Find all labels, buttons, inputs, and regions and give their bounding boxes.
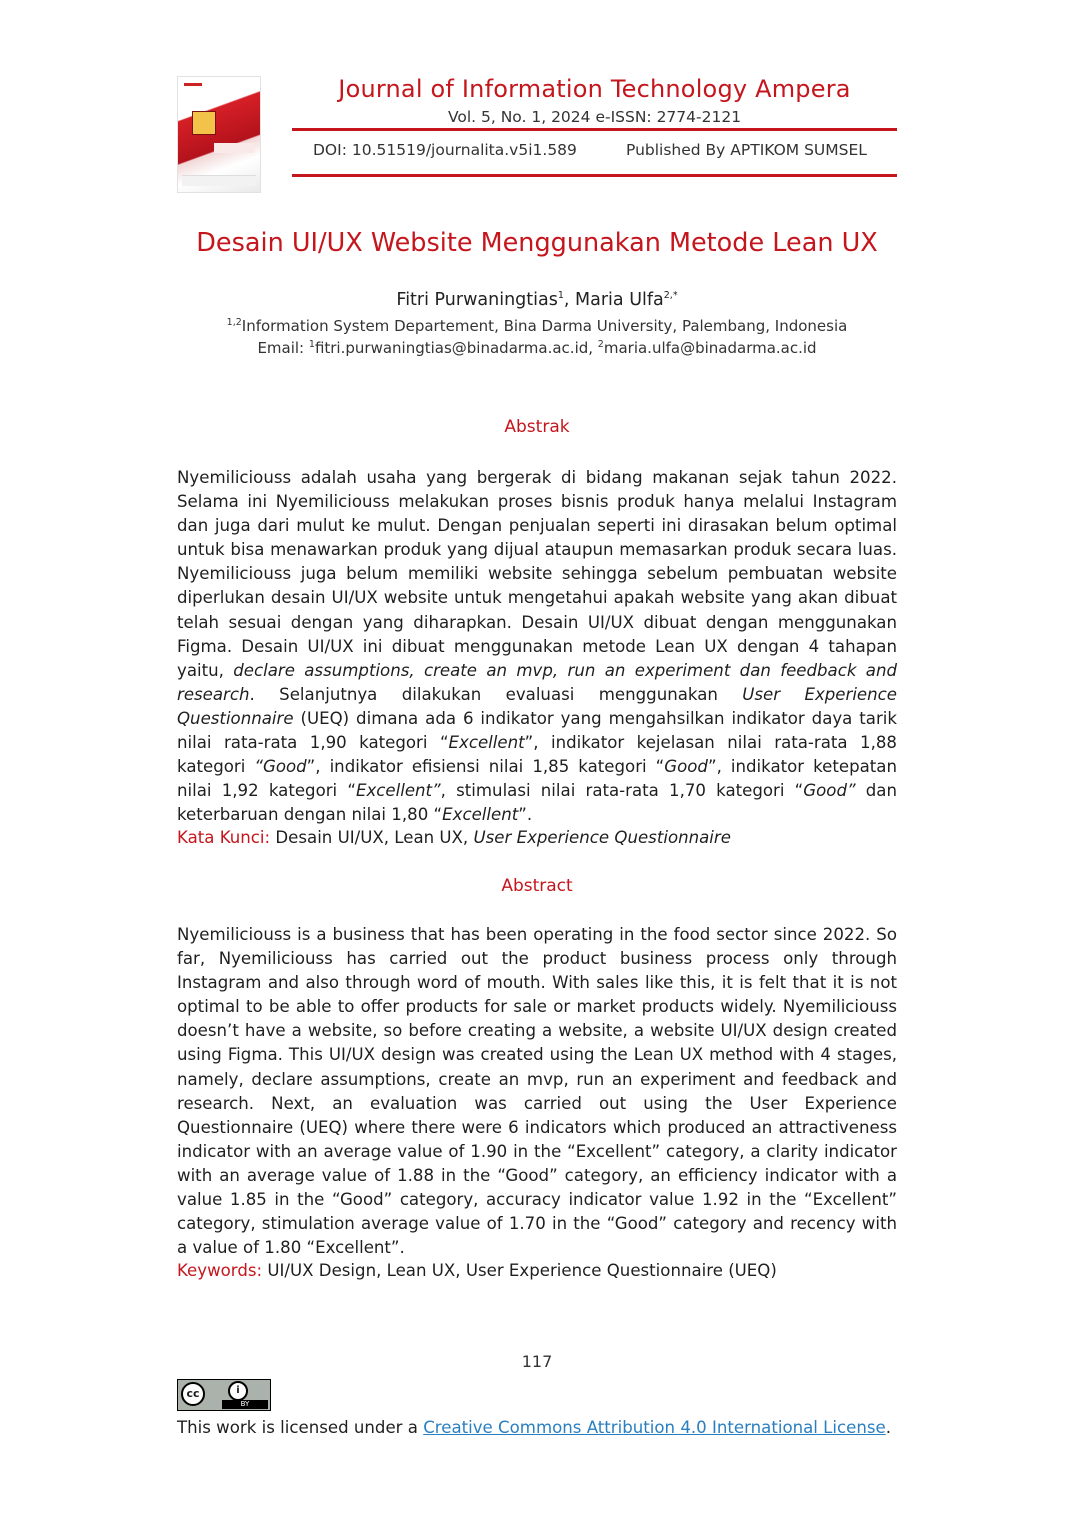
abstrak-text-3: (UEQ) dimana ada 6 indikator yang mengahsilkan indikator daya tarik nilai rata-rata 1,90 kategori “ bbox=[177, 708, 897, 753]
keywords-line bbox=[177, 1261, 897, 1280]
kata-kunci-label: Kata Kunci: bbox=[177, 828, 271, 847]
page-number: 117 bbox=[521, 1352, 553, 1371]
affiliation-sup: 1,2 bbox=[226, 317, 242, 328]
abstrak-italic-3: Excellent bbox=[448, 733, 525, 753]
email-line bbox=[177, 339, 897, 357]
abstrak-italic-4: “Good bbox=[254, 757, 307, 777]
abstrak-text-8: dan keterbaruan dengan nilai 1,80 “ bbox=[177, 781, 897, 825]
doi-text: DOI: 10.51519/journalita.v5i1.589 bbox=[313, 141, 577, 159]
cc-by-license-icon[interactable] bbox=[177, 1379, 271, 1411]
by-label: BY bbox=[222, 1400, 268, 1409]
author-2: Maria Ulfa bbox=[575, 290, 664, 310]
affiliation-text: Information System Departement, Bina Darma University, Palembang, Indonesia bbox=[241, 317, 848, 335]
abstrak-text-2: . Selanjutnya dilakukan evaluasi menggunakan bbox=[249, 684, 743, 704]
abstrak-text-5: ”, indikator efisiensi nilai 1,85 kategori “ bbox=[306, 757, 665, 777]
abstrak-text-4: ”, indikator kejelasan nilai rata-rata 1,88 kategori bbox=[177, 733, 897, 777]
abstrak-text-9: ”. bbox=[518, 805, 533, 825]
header-rule-bottom bbox=[292, 174, 897, 177]
abstrak-paragraph bbox=[177, 466, 897, 827]
cover-building-graphic bbox=[192, 111, 216, 135]
volume-issn-line: Vol. 5, No. 1, 2024 e-ISSN: 2774-2121 bbox=[447, 108, 742, 126]
abstrak-italic-6: Excellent” bbox=[355, 781, 441, 801]
abstrak-text-7: , stimulasi nilai rata-rata 1,70 kategori “ bbox=[440, 781, 804, 801]
license-suffix: . bbox=[885, 1418, 892, 1437]
journal-cover-icon bbox=[177, 76, 261, 193]
abstract-paragraph: Nyemiliciouss is a business that has been operating in the food sector since 2022. So far, Nyemiliciouss has carried out the product business process only through Instagram and also through word of mouth. With sales like this, it is felt that it is not optimal to be able to offer products for sale or market products widely. Nyemiliciouss doesn’t have a website, so before creating a website, a website UI/UX design created using Figma. This UI/UX design was created using the Lean UX method with 4 stages, namely, declare assumptions, create an mvp, run an experiment and feedback and research. Next, an evaluation was carried out using the User Experience Questionnaire (UEQ) where there were 6 indicators which produced an attractiveness indicator with an average value of 1.90 in the “Excellent” category, a clarity indicator with an average value of 1.88 in the “Good” category, an efficiency indicator with a value 1.85 in the “Good” category, accuracy indicator value 1.92 in the “Excellent” category, stimulation average value of 1.70 in the “Good” category and recency with a value of 1.80 “Excellent”. bbox=[177, 925, 897, 1258]
author-1-sup: 1 bbox=[557, 290, 564, 302]
kata-kunci-italic: User Experience Questionnaire bbox=[473, 828, 731, 847]
publisher-text: Published By APTIKOM SUMSEL bbox=[626, 141, 867, 159]
abstrak-italic-5: Good bbox=[664, 757, 708, 777]
abstrak-heading: Abstrak bbox=[504, 417, 570, 437]
email-2: maria.ulfa@binadarma.ac.id bbox=[603, 339, 817, 357]
author-separator: , bbox=[563, 290, 576, 310]
cc-icon: cc bbox=[181, 1382, 205, 1406]
header-rule-top bbox=[292, 128, 897, 131]
keywords-label: Keywords: bbox=[177, 1261, 263, 1280]
abstrak-text-1: Nyemiliciouss adalah usaha yang bergerak di bidang makanan sejak tahun 2022. Selama ini Nyemiliciouss melakukan proses bisnis produk hanya melalui Instagram dan juga dari mulut ke mulut. Dengan penjualan seperti ini dirasakan belum optimal untuk bisa menawarkan produk yang dijual ataupun memasarkan produk secara luas. Nyemiliciouss juga belum memiliki website sehingga sebelum pembuatan website diperlukan desain UI/UX website untuk mengetahui apakah website yang akan dibuat telah sesuai dengan yang diharapkan. Desain UI/UX dibuat dengan menggunakan Figma. Desain UI/UX ini dibuat menggunakan metode Lean UX dengan 4 tahapan yaitu, bbox=[177, 468, 897, 680]
abstrak-text-6: ”, indikator ketepatan nilai 1,92 kategori “ bbox=[177, 757, 897, 801]
affiliation-line bbox=[177, 317, 897, 335]
kata-kunci-line bbox=[177, 828, 897, 847]
abstrak-italic-7: Good” bbox=[803, 781, 856, 801]
license-link[interactable]: Creative Commons Attribution 4.0 International License bbox=[423, 1418, 886, 1437]
author-line bbox=[177, 290, 897, 310]
cover-title-block bbox=[214, 143, 254, 153]
kata-kunci-text: Desain UI/UX, Lean UX, bbox=[270, 828, 474, 847]
author-2-sup: 2,* bbox=[663, 290, 678, 302]
author-1: Fitri Purwaningtias bbox=[396, 290, 558, 310]
abstrak-italic-1: declare assumptions, create an mvp, run an experiment dan feedback and research bbox=[177, 660, 898, 704]
abstrak-italic-2: User Experience Questionnaire bbox=[177, 684, 897, 728]
journal-title: Journal of Information Technology Ampera bbox=[338, 75, 851, 103]
email-1: fitri.purwaningtias@binadarma.ac.id, bbox=[314, 339, 598, 357]
license-statement bbox=[177, 1418, 891, 1437]
cover-stripe bbox=[184, 83, 202, 86]
attribution-person-icon: i bbox=[228, 1381, 248, 1401]
email-2-sup: 2 bbox=[597, 339, 604, 350]
license-prefix: This work is licensed under a bbox=[177, 1418, 424, 1437]
abstract-heading: Abstract bbox=[501, 876, 573, 896]
abstrak-italic-8: Excellent bbox=[442, 805, 519, 825]
paper-title: Desain UI/UX Website Menggunakan Metode Lean UX bbox=[196, 228, 878, 258]
cover-footer-logos bbox=[182, 175, 256, 186]
email-label: Email: bbox=[257, 339, 309, 357]
keywords-text: UI/UX Design, Lean UX, User Experience Questionnaire (UEQ) bbox=[262, 1261, 777, 1280]
email-1-sup: 1 bbox=[308, 339, 315, 350]
